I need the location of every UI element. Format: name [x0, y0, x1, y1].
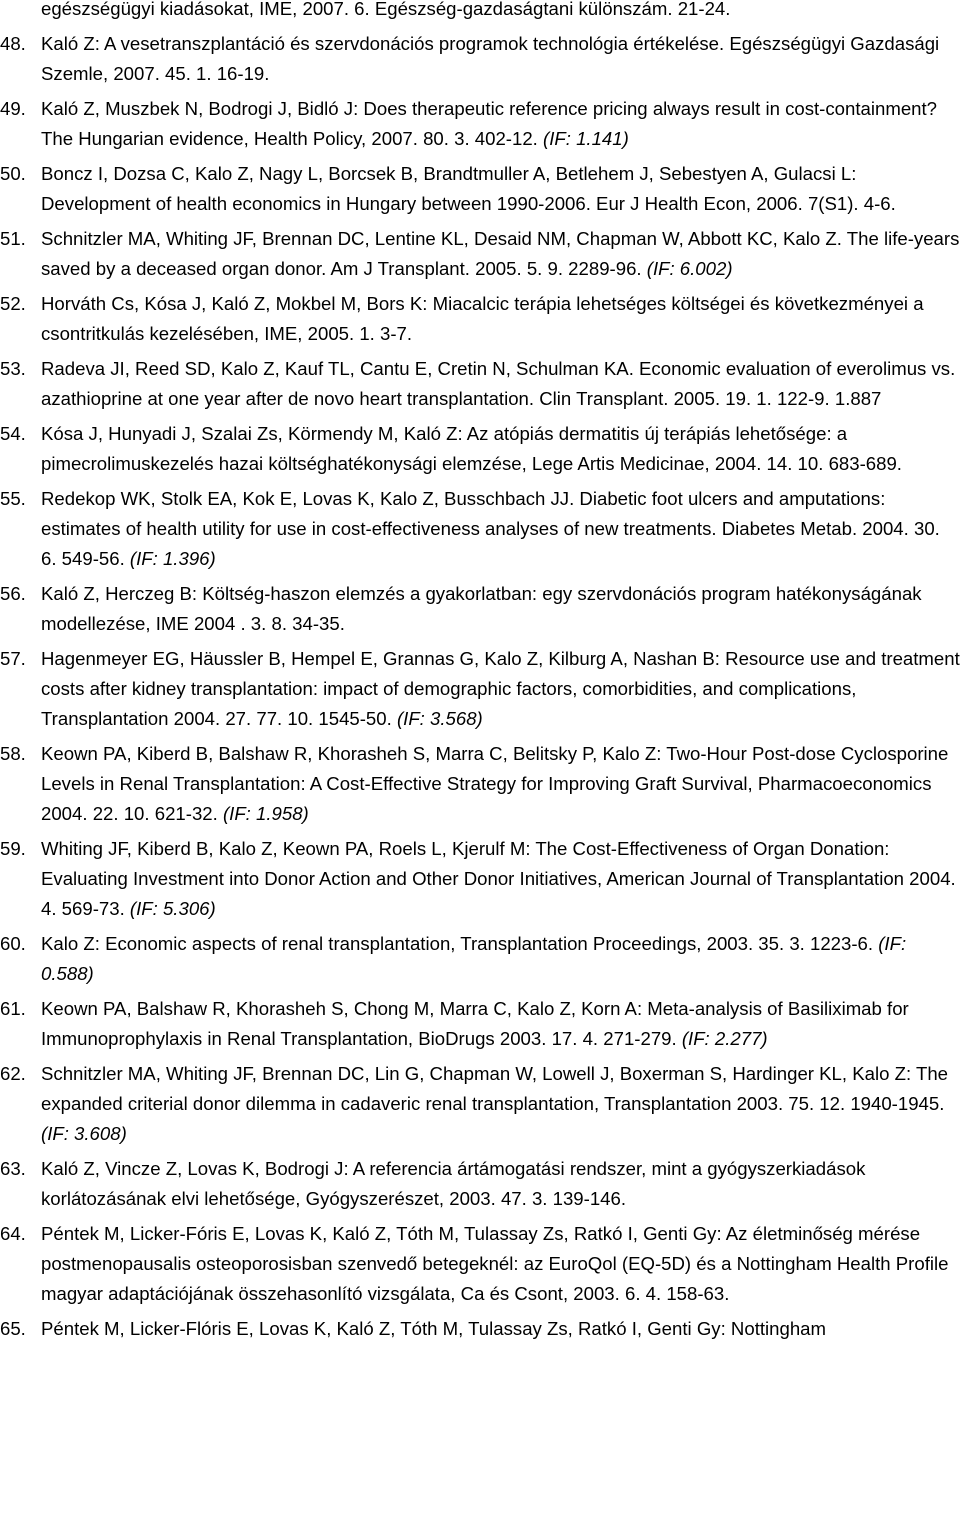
reference-item — [0, 419, 960, 479]
reference-text: egészségügyi kiadásokat, IME, 2007. 6. Egészség-gazdaságtani különszám. 21-24. — [41, 0, 731, 19]
reference-number: 59. — [0, 838, 26, 859]
reference-item — [0, 484, 960, 574]
impact-factor: (IF: 3.608) — [41, 1123, 127, 1144]
reference-number: 63. — [0, 1158, 26, 1179]
impact-factor: (IF: 2.277) — [681, 1028, 768, 1049]
reference-number: 65. — [0, 1318, 26, 1339]
reference-item — [0, 579, 960, 639]
reference-item — [0, 994, 960, 1054]
reference-number: 54. — [0, 423, 26, 444]
reference-item — [0, 94, 960, 154]
reference-item — [0, 159, 960, 219]
reference-item — [0, 834, 960, 924]
reference-text: Kaló Z, Vincze Z, Lovas K, Bodrogi J: A referencia ártámogatási rendszer, mint a gyógyszerkiadások korlátozásának elvi lehetősége, Gyógyszerészet, 2003. 47. 3. 139-146. — [41, 1158, 866, 1209]
reference-number: 49. — [0, 98, 26, 119]
reference-number: 50. — [0, 163, 26, 184]
reference-number: 60. — [0, 933, 26, 954]
reference-number: 55. — [0, 488, 26, 509]
reference-item — [0, 289, 960, 349]
reference-text: Péntek M, Licker-Flóris E, Lovas K, Kaló Z, Tóth M, Tulassay Zs, Ratkó I, Genti Gy: Nottingham — [41, 1318, 827, 1339]
reference-text: Whiting JF, Kiberd B, Kalo Z, Keown PA, Roels L, Kjerulf M: The Cost-Effectiveness of Organ Donation: Evaluating Investment into Donor Action and Other Donor Initiatives, American Journal of Transplantation 2004. 4. 569-73. — [41, 838, 956, 919]
reference-number: 48. — [0, 33, 26, 54]
reference-text: Hagenmeyer EG, Häussler B, Hempel E, Grannas G, Kalo Z, Kilburg A, Nashan B: Resource use and treatment costs after kidney transplantation: impact of demographic factors, comorbidities, and complications, Transplantation 2004. 27. 77. 10. 1545-50. — [41, 648, 960, 729]
reference-text: Keown PA, Balshaw R, Khorasheh S, Chong M, Marra C, Kalo Z, Korn A: Meta-analysis of Basiliximab for Immunoprophylaxis in Renal Transplantation, BioDrugs 2003. 17. 4. 271-279. — [41, 998, 909, 1049]
reference-number: 52. — [0, 293, 26, 314]
reference-number: 51. — [0, 228, 26, 249]
reference-item — [0, 1314, 960, 1344]
reference-item — [0, 929, 960, 989]
reference-item — [0, 739, 960, 829]
reference-text: Schnitzler MA, Whiting JF, Brennan DC, Lin G, Chapman W, Lowell J, Boxerman S, Hardinger KL, Kalo Z: The expanded criterial donor dilemma in cadaveric renal transplantation, Transplantation 2003. 75. 12. 1940-1945. — [41, 1063, 948, 1114]
reference-text: Kósa J, Hunyadi J, Szalai Zs, Körmendy M, Kaló Z: Az atópiás dermatitis új terápiás lehetősége: a pimecrolimuskezelés hazai költséghatékonysági elemzése, Lege Artis Medicinae, 2004. 14. 10. 683-689. — [41, 423, 902, 474]
impact-factor: (IF: 5.306) — [129, 898, 216, 919]
reference-item — [0, 1154, 960, 1214]
reference-item — [0, 644, 960, 734]
reference-text: Keown PA, Kiberd B, Balshaw R, Khorasheh S, Marra C, Belitsky P, Kalo Z: Two-Hour Post-dose Cyclosporine Levels in Renal Transplantation: A Cost-Effective Strategy for Improving Graft Survival, Pharmacoeconomics 2004. 22. 10. 621-32. — [41, 743, 949, 824]
reference-text: Péntek M, Licker-Fóris E, Lovas K, Kaló Z, Tóth M, Tulassay Zs, Ratkó I, Genti Gy: Az életminőség mérése postmenopausalis osteoporosisban szenvedő betegeknél: az EuroQol (EQ-5D) és a Nottingham Health Profile magyar adaptációjának összehasonlító vizsgálata, Ca és Csont, 2003. 6. 4. 158-63. — [41, 1223, 949, 1304]
reference-text: Kalo Z: Economic aspects of renal transplantation, Transplantation Proceedings, 2003. 35. 3. 1223-6. — [41, 933, 874, 954]
reference-text: Horváth Cs, Kósa J, Kaló Z, Mokbel M, Bors K: Miacalcic terápia lehetséges költségei és következményei a csontritkulás kezelésében, IME, 2005. 1. 3-7. — [41, 293, 924, 344]
reference-number: 64. — [0, 1223, 26, 1244]
reference-text: Boncz I, Dozsa C, Kalo Z, Nagy L, Borcsek B, Brandtmuller A, Betlehem J, Sebestyen A, Gulacsi L: Development of health economics in Hungary between 1990-2006. Eur J Health Econ, 2006. 7(S1). 4-6. — [41, 163, 896, 214]
impact-factor: (IF: 1.958) — [222, 803, 309, 824]
reference-text: Kaló Z: A vesetranszplantáció és szervdonációs programok technológia értékelése. Egészségügyi Gazdasági Szemle, 2007. 45. 1. 16-19. — [41, 33, 940, 84]
reference-number: 62. — [0, 1063, 26, 1084]
reference-number: 57. — [0, 648, 26, 669]
reference-text: Schnitzler MA, Whiting JF, Brennan DC, Lentine KL, Desaid NM, Chapman W, Abbott KC, Kalo Z. The life-years saved by a deceased organ donor. Am J Transplant. 2005. 5. 9. 2289-96. — [41, 228, 960, 279]
impact-factor: (IF: 0.588) — [41, 933, 907, 984]
impact-factor: (IF: 1.141) — [543, 128, 629, 149]
reference-text: Radeva JI, Reed SD, Kalo Z, Kauf TL, Cantu E, Cretin N, Schulman KA. Economic evaluation of everolimus vs. azathioprine at one year after de novo heart transplantation. Clin Transplant. 2005. 19. 1. 122-9. 1.887 — [41, 358, 956, 409]
reference-text: Redekop WK, Stolk EA, Kok E, Lovas K, Kalo Z, Busschbach JJ. Diabetic foot ulcers and amputations: estimates of health utility for use in cost-effectiveness analyses of new treatments. Diabetes Metab. 2004. 30. 6. 549-56. — [41, 488, 940, 569]
impact-factor: (IF: 6.002) — [646, 258, 733, 279]
reference-item — [0, 1219, 960, 1309]
reference-number: 53. — [0, 358, 26, 379]
reference-number: 61. — [0, 998, 26, 1019]
reference-number: 56. — [0, 583, 26, 604]
impact-factor: (IF: 1.396) — [129, 548, 216, 569]
reference-item — [0, 29, 960, 89]
reference-item — [0, 0, 960, 24]
reference-item — [0, 1059, 960, 1149]
reference-number: 58. — [0, 743, 26, 764]
reference-text: Kaló Z, Muszbek N, Bodrogi J, Bidló J: Does therapeutic reference pricing always result in cost-containment? The Hungarian evidence, Health Policy, 2007. 80. 3. 402-12. — [41, 98, 938, 149]
reference-item — [0, 224, 960, 284]
reference-text: Kaló Z, Herczeg B: Költség-haszon elemzés a gyakorlatban: egy szervdonációs program hatékonyságának modellezése, IME 2004 . 3. 8. 34-35. — [41, 583, 922, 634]
reference-item — [0, 354, 960, 414]
impact-factor: (IF: 3.568) — [396, 708, 483, 729]
